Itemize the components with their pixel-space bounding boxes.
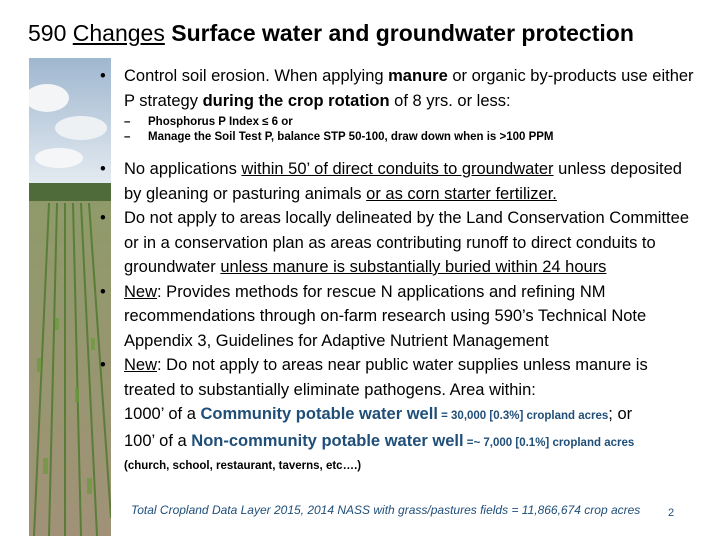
text: Control soil erosion. When applying: [124, 67, 389, 85]
bullet-marker: •: [100, 67, 106, 85]
text: 1000’ of a: [124, 405, 201, 423]
text: Phosphorus P Index ≤ 6 or: [148, 116, 293, 128]
text-underlined: unless manure is substantially buried within 24 hours: [220, 258, 607, 276]
sub-marker: –: [124, 116, 131, 128]
crop-field-image: [29, 58, 111, 536]
bullet-list: [100, 64, 700, 475]
text-manure: manure: [388, 67, 448, 85]
text-underlined: within 50’ of direct conduits to groundwater: [241, 160, 554, 178]
text: 100’ of a: [124, 431, 192, 450]
footer-note: Total Cropland Data Layer 2015, 2014 NASS with grass/pastures fields = 11,866,674 crop acres: [131, 503, 641, 517]
title-number: 590: [28, 20, 67, 46]
text: or organic by-products use either P strategy: [124, 67, 694, 110]
bullet-erosion: [100, 64, 700, 113]
noncommunity-well-label: Non-community potable water well: [191, 431, 464, 450]
crop-field-photo: [29, 58, 111, 536]
bullet-lcc-areas: [100, 206, 700, 280]
sub-marker: –: [124, 131, 131, 143]
bullet-conduits: [100, 157, 700, 206]
title-rest: Surface water and groundwater protection: [171, 20, 634, 46]
page-title: [28, 20, 634, 47]
text: No applications: [124, 160, 242, 178]
bullet-marker: •: [100, 282, 106, 301]
text-crop-rotation: during the crop rotation: [202, 91, 390, 110]
examples-note: (church, school, restaurant, taverns, etc….): [124, 460, 362, 472]
text-new: New: [124, 356, 158, 374]
bullet-public-water: [100, 353, 700, 455]
title-changes: Changes: [72, 20, 165, 46]
bullet-rescue-n: [100, 280, 700, 354]
text: : Do not apply to areas near public water supplies unless manure is treated to substantially eliminate pathogens. Area within:: [124, 356, 648, 399]
text: Manage the Soil Test P, balance STP 50-100, draw down when is >100 PPM: [148, 131, 554, 143]
text: ; or: [608, 405, 633, 423]
text-underlined: or as corn starter fertilizer.: [366, 184, 557, 203]
text: Do not apply to areas locally delineated by the Land Conservation Committee or in a conservation plan as areas contributing runoff to direct conduits to groundwater: [124, 209, 689, 276]
community-well-acres: = 30,000 [0.3%] cropland acres: [437, 410, 609, 422]
bullet-marker: •: [100, 356, 106, 374]
sub-item-soil-test: [100, 130, 700, 145]
page-number: 2: [668, 507, 675, 519]
bullet-marker: •: [100, 209, 106, 227]
noncommunity-well-acres: =~ 7,000 [0.1%] cropland acres: [463, 436, 635, 449]
text: unless deposited by gleaning or pasturing animals: [124, 160, 682, 203]
text: of 8 yrs. or less:: [389, 91, 511, 110]
sub-item-p-index: [100, 115, 700, 130]
text: : Provides methods for rescue N applications and refining NM recommendations through on-farm research using 590’s Technical Note Appendix 3, Guidelines for Adaptive Nutrient Management: [124, 282, 647, 350]
community-well-label: Community potable water well: [200, 405, 438, 423]
text-new: New: [124, 282, 158, 301]
bullet-marker: •: [100, 160, 106, 178]
